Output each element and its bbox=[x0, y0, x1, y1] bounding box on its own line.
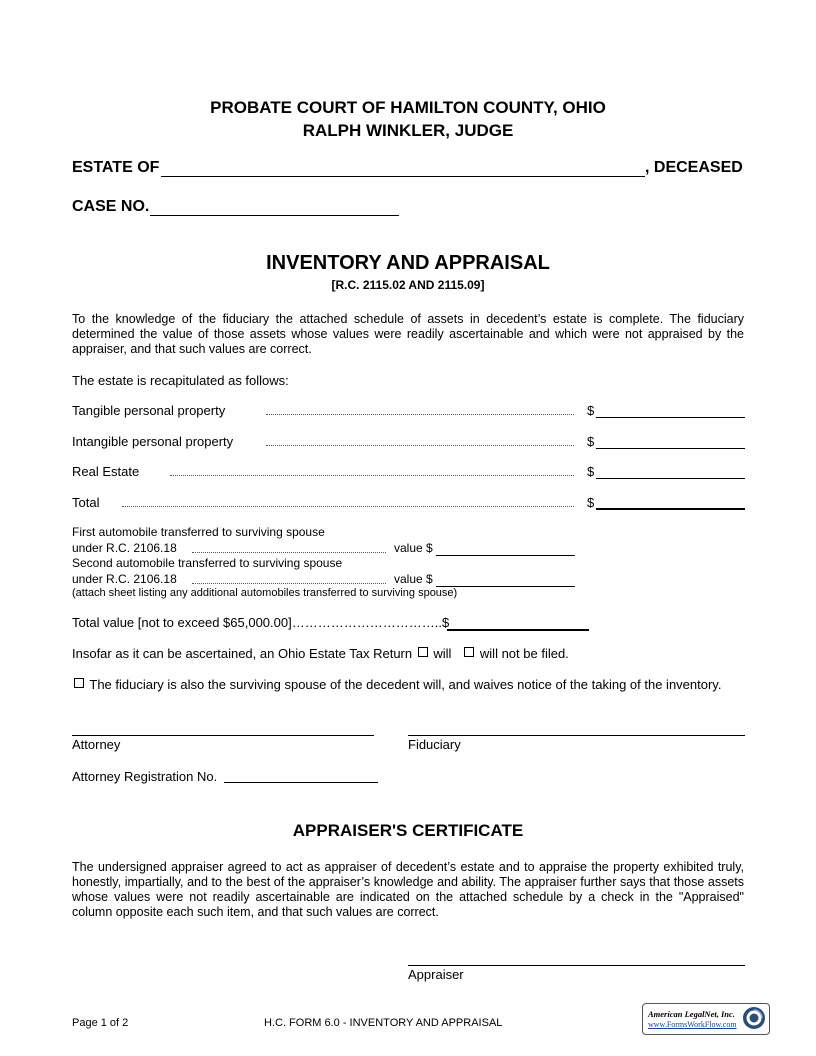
total-amount-field[interactable] bbox=[596, 508, 745, 510]
appraiser-label: Appraiser bbox=[408, 967, 464, 982]
will-checkbox[interactable] bbox=[418, 647, 428, 657]
intro-paragraph: To the knowledge of the fiduciary the attached schedule of assets in decedent’s estate is complete. The fiduciary determined the value of those assets whose values were readily ascertainable and which were not appraised by the appraiser, and that such values are correct. bbox=[72, 312, 744, 356]
form-subtitle: [R.C. 2115.02 AND 2115.09] bbox=[331, 278, 485, 292]
first-auto-statute: under R.C. 2106.18 bbox=[72, 541, 177, 555]
form-id: H.C. FORM 6.0 - INVENTORY AND APPRAISAL bbox=[264, 1017, 503, 1029]
fiduciary-signature-field[interactable] bbox=[408, 735, 745, 736]
will-not-label: will not be filed. bbox=[479, 646, 569, 661]
leader-dots bbox=[192, 583, 386, 584]
real-estate-amount-field[interactable] bbox=[596, 478, 745, 479]
second-auto-statute: under R.C. 2106.18 bbox=[72, 572, 177, 586]
attorney-signature-field[interactable] bbox=[72, 735, 374, 736]
judge-name: RALPH WINKLER, JUDGE bbox=[302, 121, 514, 140]
publisher-name: American LegalNet, Inc. bbox=[648, 1009, 735, 1019]
second-auto-value-label: value $ bbox=[394, 572, 433, 586]
leader-dots: …………………………….. bbox=[291, 615, 442, 630]
intangible-amount-field[interactable] bbox=[596, 448, 745, 449]
case-label: CASE NO. bbox=[72, 198, 150, 215]
auto-attach-note: (attach sheet listing any additional automobiles transferred to surviving spouse) bbox=[72, 587, 458, 599]
will-not-checkbox[interactable] bbox=[464, 647, 474, 657]
publisher-logo[interactable] bbox=[642, 1003, 770, 1035]
recap-tangible-label: Tangible personal property bbox=[72, 403, 226, 418]
fiduciary-spouse-checkbox[interactable] bbox=[74, 678, 84, 688]
first-auto-value-field[interactable] bbox=[436, 555, 575, 556]
publisher-seal-icon bbox=[742, 1006, 766, 1030]
recap-real-estate-label: Real Estate bbox=[72, 464, 140, 479]
attorney-registration-label: Attorney Registration No. bbox=[72, 769, 218, 784]
recap-total-label: Total bbox=[72, 495, 100, 510]
leader-dots bbox=[170, 475, 574, 476]
fiduciary-label: Fiduciary bbox=[408, 737, 461, 752]
attorney-registration-field[interactable] bbox=[224, 782, 378, 783]
appraiser-certificate-body: The undersigned appraiser agreed to act as appraiser of decedent’s estate and to appraise the property exhibited truly, honestly, impartially, and to the best of the appraiser’s knowledge and ability. The appraiser further says that those assets whose values were not readily ascertainable are indicated on the attached schedule by a check in the "Appraised" column opposite each such item, and that such values are correct. bbox=[72, 860, 744, 919]
appraiser-certificate-title: APPRAISER'S CERTIFICATE bbox=[292, 821, 524, 840]
fiduciary-spouse-text: The fiduciary is also the surviving spouse of the decedent will, and waives notice of the taking of the inventory. bbox=[89, 677, 722, 692]
will-label: will bbox=[433, 646, 452, 661]
first-auto-value-label: value $ bbox=[394, 541, 433, 555]
total-value-field[interactable] bbox=[447, 629, 589, 631]
second-auto-label: Second automobile transferred to surviving spouse bbox=[72, 556, 343, 570]
court-name: PROBATE COURT OF HAMILTON COUNTY, OHIO bbox=[210, 98, 606, 117]
tax-return-line bbox=[72, 646, 569, 661]
form-title: INVENTORY AND APPRAISAL bbox=[266, 252, 550, 274]
page-number: Page 1 of 2 bbox=[72, 1017, 129, 1029]
currency-sign: $ bbox=[441, 615, 450, 630]
leader-dots bbox=[266, 445, 574, 446]
estate-deceased-suffix: , DECEASED bbox=[645, 159, 743, 176]
estate-name-field[interactable] bbox=[161, 176, 645, 177]
recap-intangible-label: Intangible personal property bbox=[72, 434, 234, 449]
attorney-label: Attorney bbox=[72, 737, 121, 752]
currency-sign: $ bbox=[587, 434, 595, 449]
first-auto-label: First automobile transferred to surviving spouse bbox=[72, 525, 325, 539]
publisher-url[interactable]: www.FormsWorkFlow.com bbox=[648, 1020, 737, 1029]
appraiser-signature-field[interactable] bbox=[408, 965, 745, 966]
currency-sign: $ bbox=[587, 495, 595, 510]
recap-intro: The estate is recapitulated as follows: bbox=[72, 373, 289, 388]
currency-sign: $ bbox=[587, 403, 595, 418]
fiduciary-spouse-line bbox=[72, 677, 721, 692]
total-value-label: Total value [not to exceed $65,000.00] bbox=[72, 615, 292, 630]
total-value-line bbox=[72, 615, 449, 630]
tangible-amount-field[interactable] bbox=[596, 417, 745, 418]
leader-dots bbox=[192, 552, 386, 553]
leader-dots bbox=[122, 506, 574, 507]
case-number-field[interactable] bbox=[150, 215, 399, 216]
tax-return-text: Insofar as it can be ascertained, an Ohio Estate Tax Return bbox=[72, 646, 413, 661]
estate-label: ESTATE OF bbox=[72, 159, 160, 176]
leader-dots bbox=[266, 414, 574, 415]
currency-sign: $ bbox=[587, 464, 595, 479]
